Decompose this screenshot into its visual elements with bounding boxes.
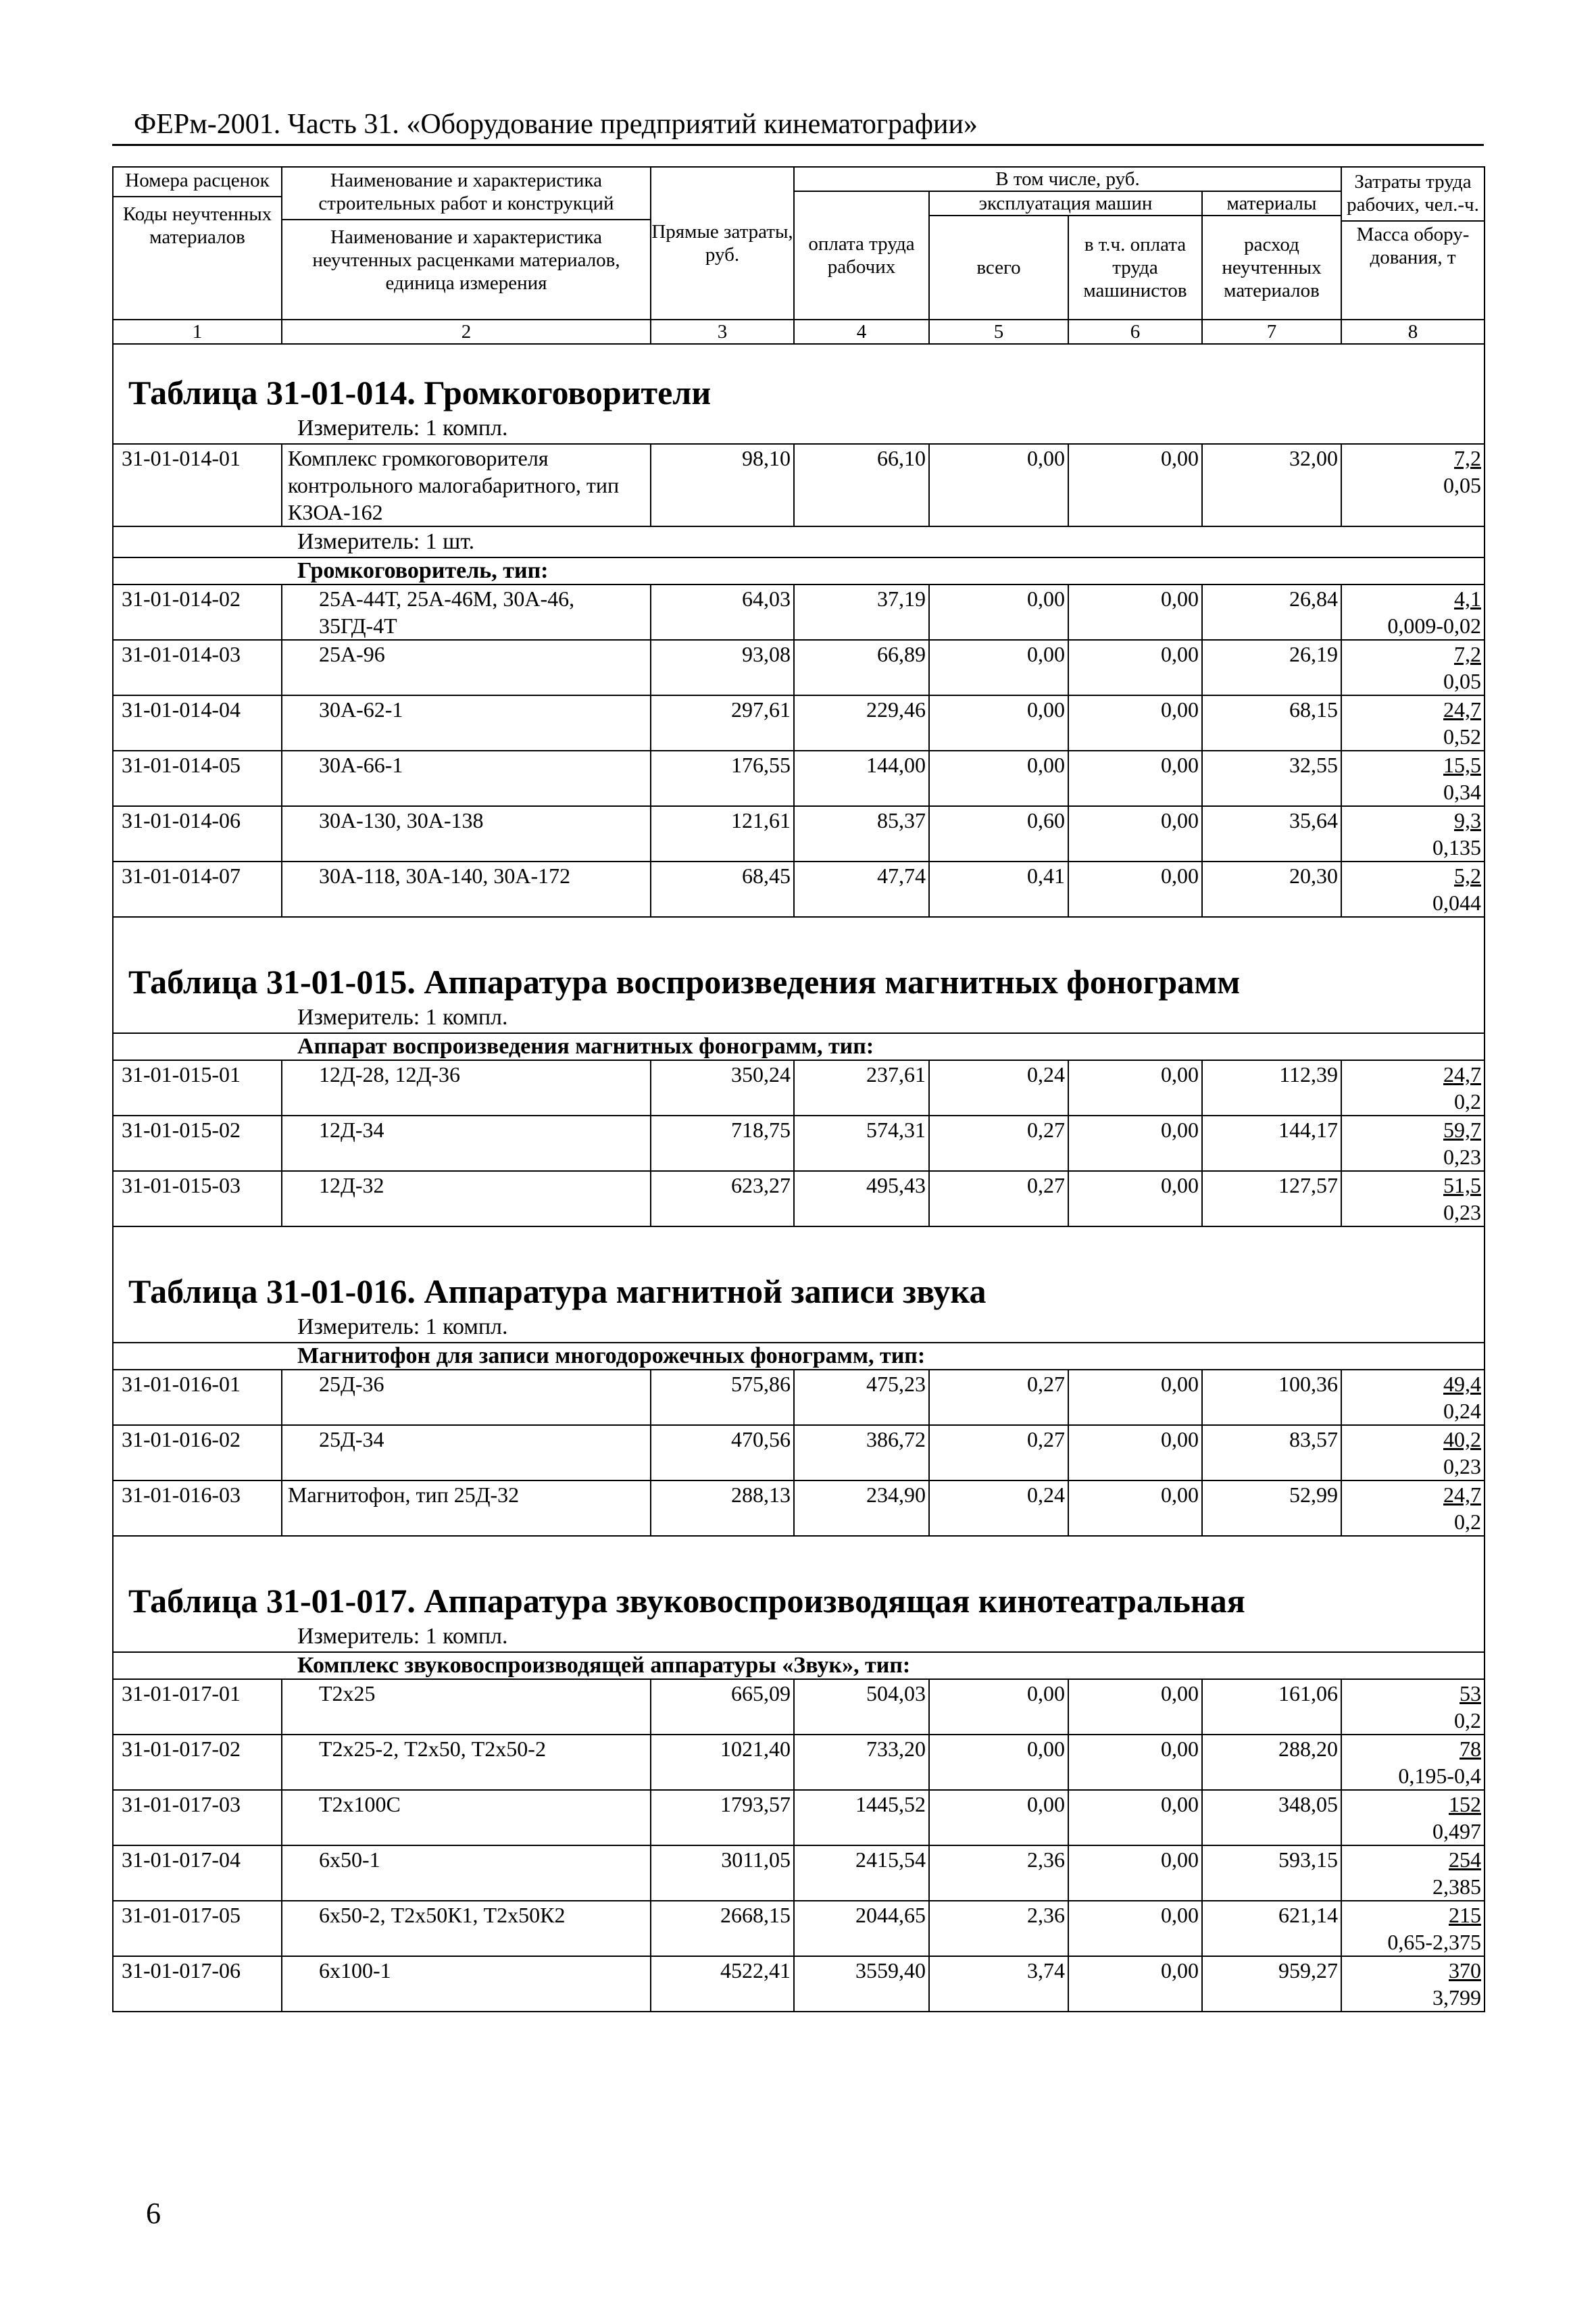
- value-materials: 112,39: [1202, 1060, 1341, 1116]
- value-direct: 1793,57: [651, 1790, 794, 1845]
- value-machines: 0,24: [929, 1060, 1068, 1116]
- rate-code: 31-01-014-02: [113, 584, 282, 640]
- value-direct: 2668,15: [651, 1901, 794, 1956]
- labor-mass-cell: [1341, 1956, 1485, 2012]
- unit-row: [113, 1622, 1485, 1652]
- rate-code: 31-01-017-04: [113, 1845, 282, 1901]
- table-row: [113, 1480, 1485, 1536]
- mass-value: 0,23: [1443, 1454, 1481, 1478]
- col-naim-top: Наименование и характеристика строительных работ и конструкций: [282, 168, 650, 220]
- value-machinists: 0,00: [1068, 1425, 1202, 1480]
- labor-value: 7,2: [1454, 642, 1481, 666]
- value-machinists: 0,00: [1068, 1845, 1202, 1901]
- value-labor-pay: 85,37: [794, 806, 929, 862]
- labor-value: 24,7: [1443, 1062, 1481, 1087]
- col-vsego: всего: [929, 216, 1068, 320]
- rate-code: 31-01-014-01: [113, 444, 282, 526]
- table-row: [113, 1171, 1485, 1226]
- value-machinists: 0,00: [1068, 444, 1202, 526]
- value-direct: 1021,40: [651, 1735, 794, 1790]
- group-label: Аппарат воспроизведения магнитных фонограмм, тип:: [113, 1033, 1485, 1060]
- col-num-8: 8: [1341, 320, 1485, 344]
- value-direct: 176,55: [651, 751, 794, 806]
- value-machines: 0,24: [929, 1480, 1068, 1536]
- mass-value: 0,05: [1443, 473, 1481, 497]
- group-label-row: [113, 1033, 1485, 1060]
- value-direct: 470,56: [651, 1425, 794, 1480]
- rate-name: 6х50-1: [282, 1845, 651, 1901]
- value-direct: 718,75: [651, 1116, 794, 1171]
- col-header-codes: [113, 167, 282, 320]
- labor-mass-cell: [1341, 1370, 1485, 1425]
- labor-mass-cell: [1341, 1116, 1485, 1171]
- table-row: [113, 444, 1485, 526]
- labor-value: 49,4: [1443, 1372, 1481, 1396]
- mass-value: 0,24: [1443, 1399, 1481, 1423]
- mass-value: 2,385: [1432, 1874, 1481, 1899]
- value-machines: 0,27: [929, 1425, 1068, 1480]
- col-v-tom-chisle: В том числе, руб.: [794, 167, 1341, 191]
- rate-code: 31-01-015-01: [113, 1060, 282, 1116]
- section-title-row: [113, 938, 1485, 1003]
- value-labor-pay: 144,00: [794, 751, 929, 806]
- rate-code: 31-01-014-04: [113, 695, 282, 751]
- col-num-5: 5: [929, 320, 1068, 344]
- unit-label: Измеритель: 1 компл.: [113, 1622, 1485, 1652]
- group-label-row: [113, 1652, 1485, 1679]
- col-oplata-rabochih: оплата труда рабочих: [794, 191, 929, 320]
- section-title-row: [113, 1247, 1485, 1312]
- rates-table: [112, 166, 1485, 2012]
- column-header-row: [113, 167, 1485, 191]
- labor-mass-cell: [1341, 1901, 1485, 1956]
- value-materials: 52,99: [1202, 1480, 1341, 1536]
- value-materials: 593,15: [1202, 1845, 1341, 1901]
- value-machines: 0,00: [929, 640, 1068, 695]
- section-title: Таблица 31-01-014. Громкоговорители: [113, 344, 1485, 414]
- value-materials: 32,55: [1202, 751, 1341, 806]
- col-header-labor: [1341, 167, 1485, 320]
- header-rule: [112, 144, 1484, 146]
- labor-mass-cell: [1341, 444, 1485, 526]
- col-num-7: 7: [1202, 320, 1341, 344]
- value-direct: 121,61: [651, 806, 794, 862]
- value-machinists: 0,00: [1068, 1060, 1202, 1116]
- value-materials: 144,17: [1202, 1116, 1341, 1171]
- col-pryamye: Прямые затраты, руб.: [651, 167, 794, 320]
- rate-code: 31-01-015-02: [113, 1116, 282, 1171]
- mass-value: 0,34: [1443, 780, 1481, 804]
- value-materials: 100,36: [1202, 1370, 1341, 1425]
- table-row: [113, 1735, 1485, 1790]
- labor-value: 59,7: [1443, 1118, 1481, 1142]
- value-machinists: 0,00: [1068, 806, 1202, 862]
- value-direct: 665,09: [651, 1679, 794, 1735]
- rate-code: 31-01-017-03: [113, 1790, 282, 1845]
- column-numbers-row: [113, 320, 1485, 344]
- value-machinists: 0,00: [1068, 584, 1202, 640]
- table-row: [113, 1116, 1485, 1171]
- rate-code: 31-01-016-02: [113, 1425, 282, 1480]
- mass-value: 0,044: [1432, 891, 1481, 915]
- value-machines: 0,27: [929, 1171, 1068, 1226]
- labor-mass-cell: [1341, 1171, 1485, 1226]
- labor-value: 53: [1460, 1681, 1481, 1706]
- unit-row: [113, 1003, 1485, 1033]
- rate-name: 6х50-2, Т2х50К1, Т2х50К2: [282, 1901, 651, 1956]
- mass-value: 3,799: [1432, 1985, 1481, 2010]
- mass-value: 0,05: [1443, 669, 1481, 693]
- col-rashod: расход неучтенных материалов: [1202, 216, 1341, 320]
- labor-value: 7,2: [1454, 446, 1481, 470]
- col-naim-bottom: Наименование и характеристика неучтенных расценками материалов, единица измерения: [312, 226, 620, 294]
- value-direct: 350,24: [651, 1060, 794, 1116]
- value-machines: 2,36: [929, 1845, 1068, 1901]
- labor-value: 40,2: [1443, 1427, 1481, 1451]
- value-direct: 98,10: [651, 444, 794, 526]
- value-materials: 127,57: [1202, 1171, 1341, 1226]
- value-machinists: 0,00: [1068, 1735, 1202, 1790]
- value-labor-pay: 37,19: [794, 584, 929, 640]
- mass-value: 0,497: [1432, 1819, 1481, 1843]
- labor-mass-cell: [1341, 806, 1485, 862]
- labor-mass-cell: [1341, 1679, 1485, 1735]
- value-machinists: 0,00: [1068, 1790, 1202, 1845]
- table-row: [113, 1060, 1485, 1116]
- value-labor-pay: 475,23: [794, 1370, 929, 1425]
- rate-name: 25А-96: [282, 640, 651, 695]
- mass-value: 0,2: [1454, 1089, 1481, 1114]
- mass-value: 0,52: [1443, 724, 1481, 749]
- mass-value: 0,65-2,375: [1387, 1930, 1481, 1954]
- labor-value: 24,7: [1443, 697, 1481, 722]
- value-labor-pay: 733,20: [794, 1735, 929, 1790]
- value-materials: 288,20: [1202, 1735, 1341, 1790]
- section-gap: [113, 917, 1485, 938]
- value-direct: 93,08: [651, 640, 794, 695]
- value-labor-pay: 47,74: [794, 862, 929, 917]
- labor-value: 215: [1449, 1903, 1481, 1927]
- value-machinists: 0,00: [1068, 751, 1202, 806]
- unit-label: Измеритель: 1 компл.: [113, 1312, 1485, 1343]
- value-machinists: 0,00: [1068, 1370, 1202, 1425]
- mass-value: 0,23: [1443, 1200, 1481, 1224]
- unit-label: Измеритель: 1 компл.: [113, 414, 1485, 444]
- labor-value: 24,7: [1443, 1483, 1481, 1507]
- value-materials: 68,15: [1202, 695, 1341, 751]
- value-machinists: 0,00: [1068, 640, 1202, 695]
- labor-value: 152: [1449, 1792, 1481, 1816]
- labor-value: 5,2: [1454, 864, 1481, 888]
- rate-name: 25А-44Т, 25А-46М, 30А-46, 35ГД-4Т: [282, 584, 651, 640]
- col-num-6: 6: [1068, 320, 1202, 344]
- rate-name: 30А-118, 30А-140, 30А-172: [282, 862, 651, 917]
- section-title-row: [113, 1557, 1485, 1622]
- value-labor-pay: 504,03: [794, 1679, 929, 1735]
- value-labor-pay: 234,90: [794, 1480, 929, 1536]
- value-direct: 623,27: [651, 1171, 794, 1226]
- value-machines: 0,00: [929, 444, 1068, 526]
- unit-row: [113, 414, 1485, 444]
- section-gap: [113, 1536, 1485, 1557]
- value-machines: 0,27: [929, 1370, 1068, 1425]
- value-direct: 3011,05: [651, 1845, 794, 1901]
- value-materials: 161,06: [1202, 1679, 1341, 1735]
- rate-code: 31-01-014-07: [113, 862, 282, 917]
- rate-name: Магнитофон, тип 25Д-32: [282, 1480, 651, 1536]
- value-materials: 35,64: [1202, 806, 1341, 862]
- table-row: [113, 806, 1485, 862]
- col-ekspluataciya: эксплуатация машин: [929, 191, 1202, 216]
- value-machines: 0,41: [929, 862, 1068, 917]
- table-row: [113, 1425, 1485, 1480]
- unit-label: Измеритель: 1 компл.: [113, 1003, 1485, 1033]
- value-machines: 0,00: [929, 695, 1068, 751]
- labor-mass-cell: [1341, 751, 1485, 806]
- col-nomera: Номера расценок: [114, 168, 281, 197]
- rate-code: 31-01-016-01: [113, 1370, 282, 1425]
- rate-name: 30А-62-1: [282, 695, 651, 751]
- col-kody: Коды неучтенных материалов: [122, 203, 272, 248]
- value-machinists: 0,00: [1068, 1901, 1202, 1956]
- table-row: [113, 640, 1485, 695]
- mass-value: 0,135: [1432, 835, 1481, 860]
- table-row: [113, 584, 1485, 640]
- rate-name: 12Д-32: [282, 1171, 651, 1226]
- page-header: ФЕРм-2001. Часть 31. «Оборудование предприятий кинематографии»: [134, 109, 978, 140]
- section-title: Таблица 31-01-016. Аппаратура магнитной записи звука: [113, 1247, 1485, 1312]
- value-direct: 575,86: [651, 1370, 794, 1425]
- col-header-names: [282, 167, 651, 320]
- labor-value: 4,1: [1454, 587, 1481, 611]
- value-machines: 0,00: [929, 1679, 1068, 1735]
- value-machines: 0,00: [929, 1790, 1068, 1845]
- value-machines: 3,74: [929, 1956, 1068, 2012]
- col-num-3: 3: [651, 320, 794, 344]
- mass-value: 0,2: [1454, 1510, 1481, 1534]
- col-num-1: 1: [113, 320, 282, 344]
- group-label-row: [113, 557, 1485, 584]
- rate-name: Т2х25: [282, 1679, 651, 1735]
- value-labor-pay: 3559,40: [794, 1956, 929, 2012]
- labor-mass-cell: [1341, 862, 1485, 917]
- rate-code: 31-01-017-05: [113, 1901, 282, 1956]
- value-machinists: 0,00: [1068, 1956, 1202, 2012]
- section-title: Таблица 31-01-017. Аппаратура звуковоспроизводящая кинотеатральная: [113, 1557, 1485, 1622]
- value-labor-pay: 2415,54: [794, 1845, 929, 1901]
- col-massa: Масса обору-дования, т: [1356, 224, 1470, 268]
- rate-name: 12Д-34: [282, 1116, 651, 1171]
- mass-value: 0,009-0,02: [1387, 614, 1481, 638]
- rate-code: 31-01-014-03: [113, 640, 282, 695]
- value-labor-pay: 574,31: [794, 1116, 929, 1171]
- rate-name: Т2х25-2, Т2х50, Т2х50-2: [282, 1735, 651, 1790]
- page-number: 6: [146, 2197, 161, 2230]
- labor-mass-cell: [1341, 695, 1485, 751]
- labor-value: 9,3: [1454, 808, 1481, 832]
- value-labor-pay: 229,46: [794, 695, 929, 751]
- rate-code: 31-01-014-06: [113, 806, 282, 862]
- rate-name: 30А-66-1: [282, 751, 651, 806]
- value-machines: 0,27: [929, 1116, 1068, 1171]
- labor-mass-cell: [1341, 1060, 1485, 1116]
- value-machines: 0,60: [929, 806, 1068, 862]
- value-direct: 4522,41: [651, 1956, 794, 2012]
- section-title: Таблица 31-01-015. Аппаратура воспроизведения магнитных фонограмм: [113, 938, 1485, 1003]
- value-materials: 83,57: [1202, 1425, 1341, 1480]
- table-row: [113, 1901, 1485, 1956]
- value-labor-pay: 237,61: [794, 1060, 929, 1116]
- rate-code: 31-01-017-02: [113, 1735, 282, 1790]
- group-label: Магнитофон для записи многодорожечных фонограмм, тип:: [113, 1343, 1485, 1370]
- labor-mass-cell: [1341, 1425, 1485, 1480]
- value-direct: 297,61: [651, 695, 794, 751]
- value-labor-pay: 1445,52: [794, 1790, 929, 1845]
- col-num-2: 2: [282, 320, 651, 344]
- value-machines: 0,00: [929, 584, 1068, 640]
- unit-row: [113, 1312, 1485, 1343]
- unit-label: Измеритель: 1 шт.: [113, 526, 1485, 557]
- rate-code: 31-01-017-01: [113, 1679, 282, 1735]
- labor-mass-cell: [1341, 1480, 1485, 1536]
- col-materialy: материалы: [1202, 191, 1341, 216]
- group-label-row: [113, 1343, 1485, 1370]
- value-materials: 959,27: [1202, 1956, 1341, 2012]
- labor-value: 51,5: [1443, 1173, 1481, 1197]
- labor-value: 78: [1460, 1737, 1481, 1761]
- group-label: Комплекс звуковоспроизводящей аппаратуры «Звук», тип:: [113, 1652, 1485, 1679]
- value-labor-pay: 66,89: [794, 640, 929, 695]
- table-row: [113, 1370, 1485, 1425]
- labor-value: 254: [1449, 1847, 1481, 1872]
- rate-code: 31-01-016-03: [113, 1480, 282, 1536]
- value-machinists: 0,00: [1068, 1116, 1202, 1171]
- rate-code: 31-01-014-05: [113, 751, 282, 806]
- value-materials: 348,05: [1202, 1790, 1341, 1845]
- col-zatraty: Затраты труда рабочих, чел.-ч.: [1342, 168, 1484, 222]
- labor-value: 15,5: [1443, 753, 1481, 777]
- table-row: [113, 695, 1485, 751]
- value-machinists: 0,00: [1068, 695, 1202, 751]
- section-title-row: [113, 344, 1485, 414]
- mass-value: 0,2: [1454, 1708, 1481, 1733]
- value-direct: 68,45: [651, 862, 794, 917]
- rate-name: 25Д-36: [282, 1370, 651, 1425]
- rate-name: 6х100-1: [282, 1956, 651, 2012]
- labor-mass-cell: [1341, 1735, 1485, 1790]
- value-machines: 0,00: [929, 1735, 1068, 1790]
- rate-name: Комплекс громкоговорителя контрольного малогабаритного, тип КЗОА-162: [282, 444, 651, 526]
- table-row: [113, 1845, 1485, 1901]
- labor-mass-cell: [1341, 1790, 1485, 1845]
- value-labor-pay: 2044,65: [794, 1901, 929, 1956]
- col-num-4: 4: [794, 320, 929, 344]
- table-row: [113, 751, 1485, 806]
- rate-code: 31-01-017-06: [113, 1956, 282, 2012]
- rate-name: Т2х100С: [282, 1790, 651, 1845]
- labor-value: 370: [1449, 1958, 1481, 1983]
- table-row: [113, 1956, 1485, 2012]
- rate-name: 25Д-34: [282, 1425, 651, 1480]
- value-labor-pay: 66,10: [794, 444, 929, 526]
- value-machines: 0,00: [929, 751, 1068, 806]
- labor-mass-cell: [1341, 584, 1485, 640]
- mass-value: 0,23: [1443, 1145, 1481, 1169]
- value-machinists: 0,00: [1068, 1679, 1202, 1735]
- value-machinists: 0,00: [1068, 1171, 1202, 1226]
- table-row: [113, 1679, 1485, 1735]
- rate-code: 31-01-015-03: [113, 1171, 282, 1226]
- unit-row: [113, 526, 1485, 557]
- value-materials: 32,00: [1202, 444, 1341, 526]
- rate-name: 12Д-28, 12Д-36: [282, 1060, 651, 1116]
- value-machinists: 0,00: [1068, 862, 1202, 917]
- value-direct: 288,13: [651, 1480, 794, 1536]
- value-labor-pay: 386,72: [794, 1425, 929, 1480]
- mass-value: 0,195-0,4: [1398, 1764, 1481, 1788]
- labor-mass-cell: [1341, 640, 1485, 695]
- section-gap: [113, 1226, 1485, 1247]
- rate-name: 30А-130, 30А-138: [282, 806, 651, 862]
- group-label: Громкоговоритель, тип:: [113, 557, 1485, 584]
- value-machinists: 0,00: [1068, 1480, 1202, 1536]
- labor-mass-cell: [1341, 1845, 1485, 1901]
- table-row: [113, 862, 1485, 917]
- value-direct: 64,03: [651, 584, 794, 640]
- value-labor-pay: 495,43: [794, 1171, 929, 1226]
- value-materials: 26,84: [1202, 584, 1341, 640]
- value-materials: 26,19: [1202, 640, 1341, 695]
- value-materials: 20,30: [1202, 862, 1341, 917]
- value-materials: 621,14: [1202, 1901, 1341, 1956]
- table-row: [113, 1790, 1485, 1845]
- value-machines: 2,36: [929, 1901, 1068, 1956]
- col-v-tch: в т.ч. оплата труда машинистов: [1068, 216, 1202, 320]
